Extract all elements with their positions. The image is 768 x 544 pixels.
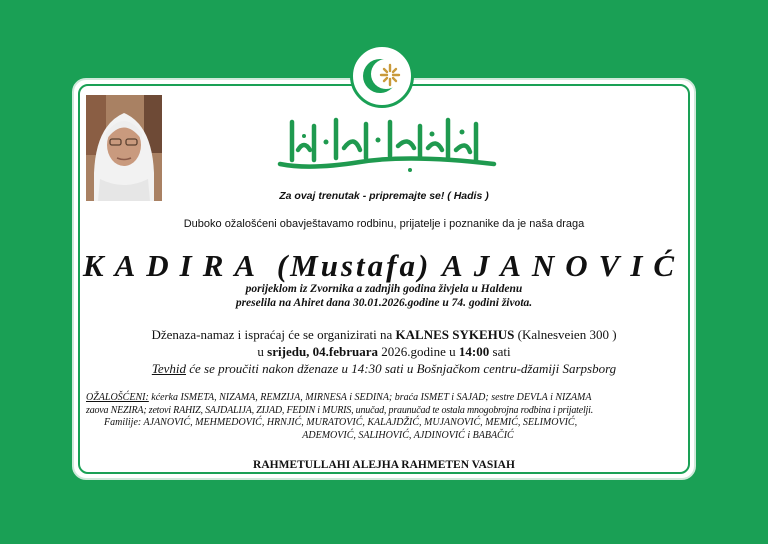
- dzenaza-info: [0, 326, 768, 377]
- dzenaza-text: sati: [489, 344, 511, 359]
- closing-prayer: RAHMETULLAHI ALEJHA RAHMETEN VASIAH: [253, 459, 515, 471]
- dzenaza-line-2: [0, 343, 768, 360]
- family-line-3: Familije: AJANOVIĆ, MEHMEDOVIĆ, HRNJIĆ, MURATOVIĆ, KALAJDŽIĆ, MUJANOVIĆ, MEMIĆ, SELIMOVIĆ,: [104, 417, 578, 428]
- deceased-photo: [86, 95, 162, 201]
- first-name: KADIRA: [82, 248, 267, 283]
- family-text: kćerka ISMETA, NIZAMA, REMZIJA, MIRNESA i SEDINA; braća ISMET i SAJAD; sestre DEVLA i NIZAMA: [148, 392, 592, 403]
- family-line-1: [86, 392, 690, 405]
- dzenaza-place: KALNES SYKEHUS: [395, 327, 515, 342]
- dzenaza-date: srijedu, 04.februara: [267, 344, 379, 359]
- intro-text: Duboko ožalošćeni obavještavamo rodbinu, prijatelje i poznanike da je naša draga: [183, 218, 585, 230]
- father-name: (Mustafa): [276, 248, 432, 283]
- deceased-name: [0, 248, 768, 284]
- origin-line-2: preselila na Ahiret dana 30.01.2026.godine u 74. godini života.: [235, 297, 533, 309]
- dzenaza-year: 2026.godine u: [378, 344, 459, 359]
- family-line-4: ADEMOVIĆ, SALIHOVIĆ, AJDINOVIĆ i BABAČIĆ: [302, 429, 514, 441]
- family-line-2: zaova NEZIRA; zetovi RAHIZ, SAJDALIJA, ZIJAD, FEDIN i MURIS, unučad, praunučad te ostala mnogobrojna rodbina i prijatelji.: [86, 404, 594, 416]
- origin-line-1: porijeklom iz Zvornika a zadnjih godina živjela u Haldenu: [245, 283, 523, 295]
- dzenaza-text: Dženaza-namaz i ispraćaj će se organizirati na: [151, 327, 396, 342]
- family-label: OŽALOŠĆENI:: [86, 392, 149, 403]
- dzenaza-line-1: [0, 326, 768, 343]
- arabic-calligraphy-inna-lillahi: [270, 112, 504, 174]
- dzenaza-time: 14:00: [458, 344, 490, 359]
- dzenaza-address: (Kalnesveien 300 ): [514, 327, 617, 342]
- tevhid-label: Tevhid: [151, 361, 187, 376]
- tevhid-text: će se proučiti nakon dženaze u 14:30 sati u Bošnjačkom centru-džamiji Sarpsborg: [186, 361, 617, 376]
- hadis-quote: Za ovaj trenutak - pripremajte se! ( Hadis ): [279, 190, 489, 202]
- family-list: [86, 392, 690, 442]
- dzenaza-text: u: [257, 344, 268, 359]
- last-name: AJANOVIĆ: [442, 248, 686, 283]
- origin-info: [0, 282, 768, 310]
- dzenaza-line-3: [0, 360, 768, 377]
- crescent-star-icon: [350, 44, 414, 108]
